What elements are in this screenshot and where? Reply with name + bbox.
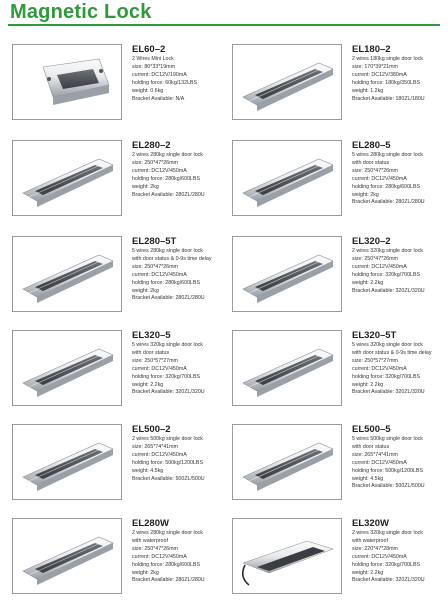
- product-photo: [12, 44, 122, 120]
- product-card: [8, 424, 224, 514]
- product-photo: [232, 424, 342, 500]
- product-model: EL500–2: [132, 424, 171, 435]
- product-model: EL180–2: [352, 44, 391, 55]
- mini-lock-photo: [13, 45, 121, 119]
- product-card: [8, 518, 224, 608]
- product-info: [132, 44, 228, 103]
- spec-line: holding force: 320kg/700LBS: [352, 373, 421, 380]
- spec-line: weight: 2.2kg: [352, 381, 384, 388]
- spec-line: 2 wires 320kg single door lock: [352, 530, 423, 536]
- spec-line: 5 wires 500kg single door lock: [352, 436, 423, 442]
- lock-photo: [233, 425, 341, 499]
- spec-line: current: DC12V/450mA: [352, 263, 407, 270]
- spec-line: holding force: 280kg/600LBS: [132, 175, 201, 182]
- spec-line: holding force: 280kg/600LBS: [132, 279, 201, 286]
- spec-line: with door status: [352, 159, 390, 166]
- spec-line: current: DC12V/450mA: [352, 553, 407, 560]
- spec-line: with door status: [352, 443, 390, 450]
- product-card: [228, 44, 444, 134]
- spec-line: weight: 2kg: [132, 183, 159, 190]
- product-card: [8, 236, 224, 326]
- product-info: [352, 236, 448, 295]
- spec-line: Bracket Available: 500ZL/500U: [132, 475, 205, 482]
- spec-line: holding force: 280kg/600LBS: [352, 183, 421, 190]
- spec-line: holding force: 180kg/350LBS: [352, 79, 421, 86]
- lock-photo: [13, 519, 121, 593]
- spec-line: size: 220*47*28mm: [352, 545, 398, 552]
- spec-line: current: DC12V/450mA: [132, 365, 187, 372]
- title-underline: [8, 24, 440, 26]
- spec-line: current: DC12V/450mA: [132, 451, 187, 458]
- product-card: [8, 140, 224, 230]
- spec-line: size: 250*47*26mm: [132, 159, 178, 166]
- spec-line: weight: 4.5kg: [352, 475, 384, 482]
- spec-line: holding force: 280kg/600LBS: [132, 561, 201, 568]
- spec-line: Bracket Available: 280ZL/280U: [132, 577, 205, 584]
- waterproof-lock-photo: [233, 519, 341, 593]
- spec-line: 2 Wires Mini Lock: [132, 56, 174, 62]
- page-title: Magnetic Lock: [10, 1, 152, 23]
- product-photo: [12, 518, 122, 594]
- product-model: EL60–2: [132, 44, 166, 55]
- spec-line: 2 wires 280kg single door lock: [132, 530, 203, 536]
- lock-photo: [233, 45, 341, 119]
- spec-line: size: 80*33*19mm: [132, 63, 175, 70]
- spec-line: size: 250*47*26mm: [132, 545, 178, 552]
- spec-line: weight: 2kg: [132, 569, 159, 576]
- spec-line: Bracket Available: N/A: [132, 95, 185, 102]
- spec-line: holding force: 60kg/132LBS: [132, 79, 198, 86]
- spec-line: size: 250*47*26mm: [132, 263, 178, 270]
- product-photo: [232, 330, 342, 406]
- lock-photo: [233, 237, 341, 311]
- product-photo: [12, 236, 122, 312]
- product-info: [132, 140, 228, 199]
- spec-line: size: 250*57*27mm: [352, 357, 398, 364]
- spec-line: 2 wires 280kg single door lock: [132, 152, 203, 158]
- spec-line: Bracket Available: 280ZL/280U: [352, 199, 425, 206]
- spec-line: current: DC12V/450mA: [132, 271, 187, 278]
- spec-line: weight: 4.5kg: [132, 467, 164, 474]
- product-photo: [12, 140, 122, 216]
- spec-line: Bracket Available: 320ZL/320U: [352, 287, 425, 294]
- product-info: [132, 330, 228, 397]
- spec-line: Bracket Available: 320ZL/320U: [132, 389, 205, 396]
- product-model: EL500–5: [352, 424, 391, 435]
- lock-photo: [13, 331, 121, 405]
- spec-line: 5 wires 320kg single door lock: [352, 342, 423, 348]
- product-photo: [232, 236, 342, 312]
- spec-line: Bracket Available: 180ZL/180U: [352, 95, 425, 102]
- product-info: [132, 424, 228, 483]
- spec-line: Bracket Available: 500ZL/500U: [352, 483, 425, 490]
- product-info: [132, 236, 228, 303]
- product-photo: [232, 140, 342, 216]
- product-model: EL280–5: [352, 140, 391, 151]
- spec-line: size: 265*74*41mm: [352, 451, 398, 458]
- product-info: [132, 518, 228, 585]
- spec-line: current: DC12V/450mA: [352, 365, 407, 372]
- spec-line: current: DC12V/190mA: [132, 71, 187, 78]
- lock-photo: [13, 141, 121, 215]
- spec-line: with waterproof: [132, 537, 168, 544]
- spec-line: weight: 2kg: [132, 287, 159, 294]
- spec-line: size: 250*47*26mm: [352, 255, 398, 262]
- product-card: [8, 330, 224, 420]
- product-info: [352, 140, 448, 207]
- spec-line: weight: 2kg: [352, 191, 379, 198]
- product-info: [352, 330, 448, 397]
- product-card: [228, 424, 444, 514]
- product-model: EL280–2: [132, 140, 171, 151]
- product-photo: [232, 518, 342, 594]
- spec-line: size: 250*47*26mm: [352, 167, 398, 174]
- spec-line: holding force: 320kg/700LBS: [132, 373, 201, 380]
- product-model: EL280–5T: [132, 236, 177, 247]
- product-model: EL320–5: [132, 330, 171, 341]
- spec-line: 5 wires 320kg single door lock: [132, 342, 203, 348]
- spec-line: Bracket Available: 280ZL/280U: [132, 295, 205, 302]
- lock-photo: [233, 141, 341, 215]
- spec-line: with waterproof: [352, 537, 388, 544]
- lock-photo: [13, 237, 121, 311]
- spec-line: holding force: 500kg/1200LBS: [352, 467, 423, 474]
- product-model: EL320W: [352, 518, 389, 529]
- spec-line: holding force: 320kg/700LBS: [352, 271, 421, 278]
- product-card: [228, 518, 444, 608]
- product-photo: [12, 330, 122, 406]
- product-info: [352, 44, 448, 103]
- spec-line: with door status & 0-9s time delay: [352, 349, 432, 356]
- product-info: [352, 424, 448, 491]
- product-card: [228, 330, 444, 420]
- spec-line: current: DC12V/450mA: [352, 175, 407, 182]
- spec-line: current: DC12V/380mA: [352, 71, 407, 78]
- product-info: [352, 518, 448, 585]
- lock-photo: [13, 425, 121, 499]
- spec-line: weight: 1.2kg: [352, 87, 384, 94]
- spec-line: holding force: 500kg/1200LBS: [132, 459, 203, 466]
- product-card: [228, 140, 444, 230]
- spec-line: 5 wires 280kg single door lock: [132, 248, 203, 254]
- spec-line: current: DC12V/450mA: [132, 553, 187, 560]
- spec-line: 2 wires 500kg single door lock: [132, 436, 203, 442]
- spec-line: Bracket Available: 280ZL/280U: [132, 191, 205, 198]
- spec-line: with door status & 0-9s time delay: [132, 255, 212, 262]
- product-model: EL320–5T: [352, 330, 397, 341]
- spec-line: 5 wires 280kg single door lock: [352, 152, 423, 158]
- spec-line: size: 170*39*21mm: [352, 63, 398, 70]
- spec-line: current: DC12V/450mA: [352, 459, 407, 466]
- product-model: EL320–2: [352, 236, 391, 247]
- spec-line: weight: 2.2kg: [352, 569, 384, 576]
- spec-line: 2 wires 320kg single door lock: [352, 248, 423, 254]
- product-model: EL280W: [132, 518, 169, 529]
- product-photo: [232, 44, 342, 120]
- spec-line: size: 250*57*27mm: [132, 357, 178, 364]
- spec-line: size: 265*74*41mm: [132, 443, 178, 450]
- lock-photo: [233, 331, 341, 405]
- spec-line: Bracket Available: 320ZL/320U: [352, 577, 425, 584]
- product-card: [228, 236, 444, 326]
- spec-line: weight: 2.2kg: [132, 381, 164, 388]
- spec-line: with door status: [132, 349, 170, 356]
- product-photo: [12, 424, 122, 500]
- spec-line: 2 wires 180kg single door lock: [352, 56, 423, 62]
- spec-line: weight: 0.6kg: [132, 87, 164, 94]
- spec-line: holding force: 320kg/700LBS: [352, 561, 421, 568]
- spec-line: weight: 2.2kg: [352, 279, 384, 286]
- spec-line: Bracket Available: 320ZL/320U: [352, 389, 425, 396]
- spec-line: current: DC12V/450mA: [132, 167, 187, 174]
- product-card: [8, 44, 224, 134]
